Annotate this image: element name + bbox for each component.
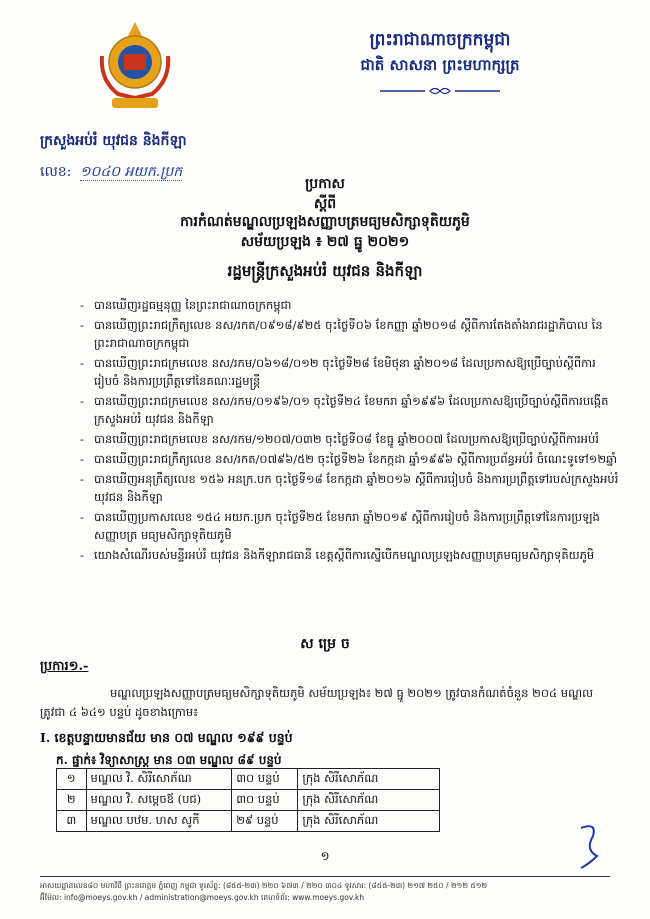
document-type: ប្រកាស (305, 176, 345, 192)
list-item: - បានឃើញព្រះរាជក្រឹត្យលេខ នស/រកត/០៩១៨/៩២៥ ចុះថ្ងៃទី០៦ ខែកញ្ញា ឆ្នាំ២០១៨ ស្តីពីការតែងតាំងរាជរដ្ឋាភិបាល នៃព្រះរាជាណាចក្រកម្ពុជា (80, 316, 620, 352)
table-row (57, 790, 440, 811)
center-name: មណ្ឌល វិ. សិរីសោភ័ណ (86, 769, 232, 790)
list-item: - បានឃើញព្រះរាជក្រមលេខ នស/រកម/០១៩៦/០១ ចុះថ្ងៃទី២៤ ខែមករា ឆ្នាំ១៩៩៦ ដែលប្រកាសឱ្យប្រើច្បាប់ស្តីពីការបង្កើតក្រសួងអប់រំ យុវជន និងកីឡា (80, 392, 620, 428)
room-count: ២៩ បន្ទប់ (232, 811, 298, 832)
list-item: - បានឃើញព្រះរាជក្រឹត្យលេខ នស/រកត/០៧៩៦/៥២ ចុះថ្ងៃទី២៦ ខែកក្កដា ឆ្នាំ១៩៩៦ ស្តីពីការប្រព័ន្ធអប់រំ ចំណេះទូទៅ១២ឆ្នាំ (80, 450, 620, 468)
list-item: - យោងសំណើរបស់មន្ទីរអប់រំ យុវជន និងកីឡារាជធានី ខេត្តស្តីពីការស្នើបើកមណ្ឌលប្រឡងសញ្ញាបត្រមធ្យមសិក្សាទុតិយភូមិ (80, 546, 620, 564)
article-label: ប្រការ១.- (40, 659, 89, 674)
reference-label: លេខ: (40, 164, 72, 180)
ministry-emblem-icon (92, 18, 178, 120)
kingdom-heading (290, 28, 590, 78)
center-location: ក្រុង សិរីសោភ័ណ (298, 811, 440, 832)
list-item: - បានឃើញប្រកាសលេខ ១៥៤ អយក.ប្រក ចុះថ្ងៃទី២៥ ខែមករា ឆ្នាំ២០១៩ ស្តីពីការរៀបចំ និងការប្រព្រឹត្តទៅនៃការប្រឡងសញ្ញាបត្រ មធ្យមសិក្សាទុតិយភូមិ (80, 508, 620, 544)
ministry-name: ក្រសួងអប់រំ យុវជន និងកីឡា (40, 133, 187, 149)
subject-line-2: សម័យប្រឡង ៖ ២៧ ធ្នូ ២០២១ (240, 234, 410, 250)
footer-contact: អ៊ីម៉ែល: info@moeys.gov.kh / administration@moeys.gov.kh គេហទំព័រ: www.moeys.gov.kh (40, 893, 365, 902)
footer (40, 876, 610, 904)
list-item: - បានឃើញអនុក្រឹត្យលេខ ១៥៦ អនក្រ.បក ចុះថ្ងៃទី១៨ ខែកក្កដា ឆ្នាំ២០១៦ ស្តីពីការរៀបចំ និងការប្រព្រឹត្តទៅរបស់ក្រសួងអប់រំ យុវជន និងកីឡា (80, 470, 620, 506)
footer-address: អាសយដ្ឋានលេខ៨០ មហាវិថី ព្រះនរោត្តម ភ្នំពេញ កម្ពុជា ទូរស័ព្ទ: (៨៥៥-២៣) ២២០ ៦៧៣ / ២២០ ៣០៤ ទូរសារ: (៨៥៥-២៣) ២១៧ ២៥០ / ២១២ ៥១២ (40, 881, 488, 890)
center-name: មណ្ឌល បឋម. ហស សូកី (86, 811, 232, 832)
table-row (57, 769, 440, 790)
subject-line-1: ការកំណត់មណ្ឌលប្រឡងសញ្ញាបត្រមធ្យមសិក្សាទុតិយភូមិ (180, 214, 470, 230)
national-motto: ជាតិ សាសនា ព្រះមហាក្សត្រ (360, 56, 520, 74)
decision-heading: ស ម្រេ ច (300, 636, 350, 652)
stream-heading: ក. ផ្នាក់៖ វិទ្យាសាស្ត្រ មាន ០៣ មណ្ឌល ៨៩ បន្ទប់ (56, 753, 282, 767)
ornament-divider-icon (380, 86, 500, 96)
row-number: ២ (57, 790, 87, 811)
room-count: ៣០ បន្ទប់ (232, 790, 298, 811)
about-label: ស្តីពី (313, 196, 337, 212)
considerations-list (80, 296, 620, 566)
reference-value: ១០៤០ អយក.ប្រក (79, 164, 183, 180)
center-location: ក្រុង សិរីសោភ័ណ (298, 769, 440, 790)
page-number: ១ (320, 849, 330, 863)
center-name: មណ្ឌល វិ. សម្តេចឪ (បជ) (86, 790, 232, 811)
article-paragraph: មណ្ឌលប្រឡងសញ្ញាបត្រមធ្យមសិក្សាទុតិយភូមិ សម័យប្រឡង៖ ២៧ ធ្នូ ២០២១ ត្រូវបានកំណត់ចំនួន ២០៤ មណ្ឌល ត្រូវជា ៤ ៦៤១ បន្ទប់ ដូចខាងក្រោម៖ (40, 686, 594, 719)
room-count: ៣០ បន្ទប់ (232, 769, 298, 790)
center-location: ក្រុង សិរីសោភ័ណ (298, 790, 440, 811)
kingdom-title: ព្រះរាជាណាចក្រកម្ពុជា (369, 30, 511, 50)
table-row (57, 811, 440, 832)
province-heading: I. ខេត្តបន្ទាយមានជ័យ មាន ០៧ មណ្ឌល ១៩៩ បន្ទប់ (40, 730, 293, 745)
list-item: - បានឃើញព្រះរាជក្រមលេខ នស/រកម/១២០៧/០៣២ ចុះថ្ងៃទី០៨ ខែធ្នូ ឆ្នាំ២០០៧ ដែលប្រកាសឱ្យប្រើច្បាប់ស្តីពីការអប់រំ (80, 430, 620, 448)
row-number: ៣ (57, 811, 87, 832)
list-item: - បានឃើញព្រះរាជក្រមលេខ នស/រកម/០៦១៨/០១២ ចុះថ្ងៃទី២៨ ខែមិថុនា ឆ្នាំ២០១៨ ដែលប្រកាសឱ្យប្រើច្បាប់ស្តីពីការរៀបចំ និងការប្រព្រឹត្តទៅនៃគណៈរដ្ឋមន្ត្រី (80, 354, 620, 390)
exam-centers-table (56, 768, 440, 832)
row-number: ១ (57, 769, 87, 790)
issuer-title: រដ្ឋមន្ត្រីក្រសួងអប់រំ យុវជន និងកីឡា (227, 262, 423, 280)
list-item: - បានឃើញរដ្ឋធម្មនុញ្ញ នៃព្រះរាជាណាចក្រកម្ពុជា (80, 296, 620, 314)
